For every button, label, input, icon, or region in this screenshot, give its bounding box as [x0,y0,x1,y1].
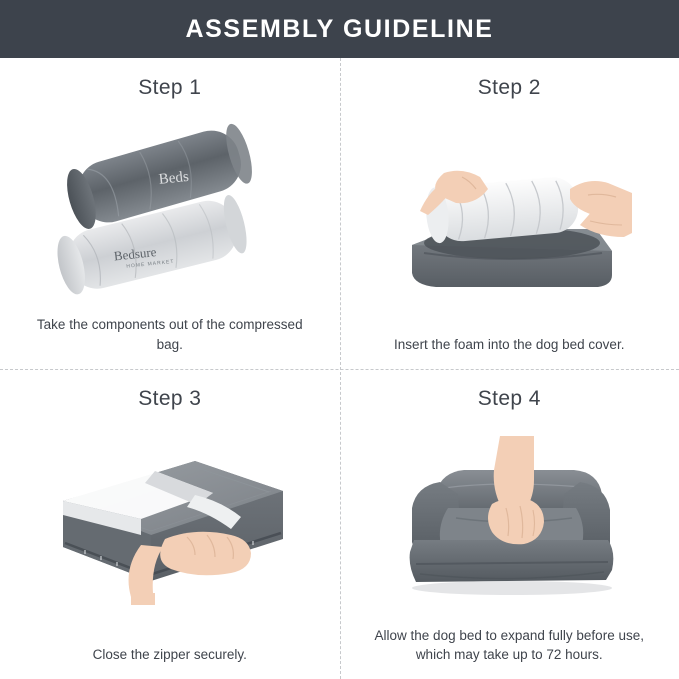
step-1-cell [0,58,340,369]
svg-text:Beds: Beds [157,169,190,189]
step-4-caption: Allow the dog bed to expand fully before use, which may take up to 72 hours. [374,627,644,663]
hand-pressing-expanded-bed-icon [384,436,634,606]
step-2-title: Step 2 [477,76,541,99]
page-title: ASSEMBLY GUIDELINE [185,14,494,43]
rolled-compressed-bags-icon [40,123,300,298]
step-3-caption: Close the zipper securely. [92,647,247,663]
page-header [0,0,679,58]
step-2-illustration [358,106,662,335]
step-1-illustration [18,106,322,315]
step-2-cell [340,58,679,369]
svg-text:HOME MARKET: HOME MARKET [125,258,175,270]
hands-inserting-foam-icon [384,133,634,308]
step-4-title: Step 4 [477,386,541,410]
hand-closing-zipper-icon [45,443,295,618]
step-3-illustration [18,417,322,646]
svg-text:Bedsure: Bedsure [112,244,157,264]
step-4-cell [340,369,679,679]
step-1-title: Step 1 [138,76,202,99]
step-3-cell [0,369,340,679]
steps-grid [0,58,679,679]
step-4-illustration [358,417,662,626]
step-3-title: Step 3 [138,386,202,410]
step-1-caption: Take the components out of the compressed bag. [36,317,303,352]
step-2-caption: Insert the foam into the dog bed cover. [394,336,625,352]
